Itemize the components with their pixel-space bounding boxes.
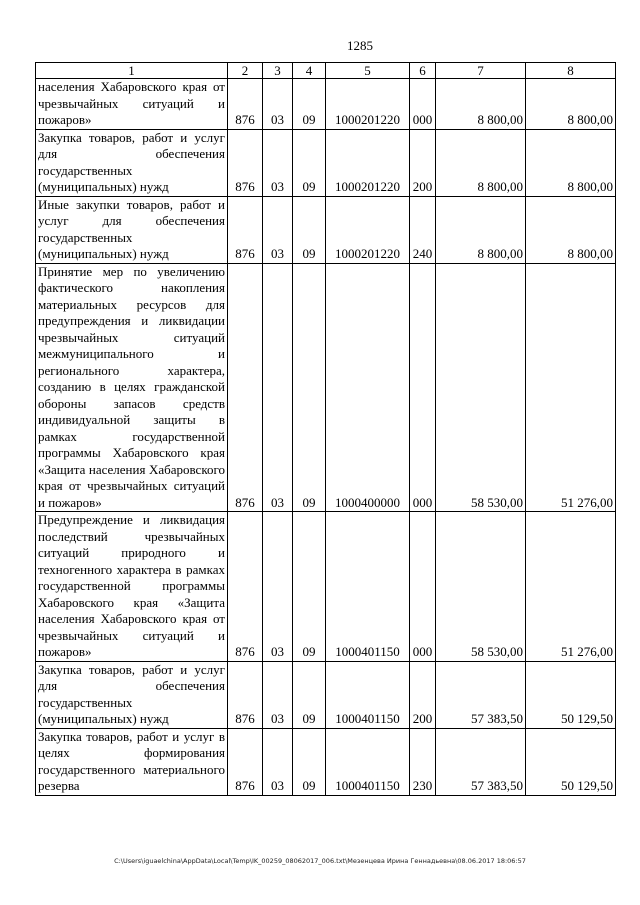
subsection-code: 09 xyxy=(293,196,326,263)
expense-type-code: 240 xyxy=(410,196,436,263)
section-code: 03 xyxy=(263,196,293,263)
ministry-code: 876 xyxy=(228,129,263,196)
section-code: 03 xyxy=(263,79,293,130)
file-path-footer: C:\Users\iguaelchina\AppData\Local\Temp\IK_00259_08062017_006.txt\Мезенцева Ирина Геннадьевна\08.06.2017 18:06:57 xyxy=(114,857,526,865)
target-article-code: 1000401150 xyxy=(326,661,410,728)
subsection-code: 09 xyxy=(293,79,326,130)
budget-table xyxy=(35,62,616,796)
table-row xyxy=(36,263,616,512)
column-header: 3 xyxy=(263,63,293,79)
target-article-code: 1000401150 xyxy=(326,728,410,795)
ministry-code: 876 xyxy=(228,79,263,130)
expense-type-code: 000 xyxy=(410,263,436,512)
subsection-code: 09 xyxy=(293,661,326,728)
table-row xyxy=(36,129,616,196)
ministry-code: 876 xyxy=(228,512,263,662)
expense-type-code: 000 xyxy=(410,512,436,662)
ministry-code: 876 xyxy=(228,263,263,512)
amount-year-2: 51 276,00 xyxy=(526,263,616,512)
amount-year-2: 8 800,00 xyxy=(526,129,616,196)
column-header: 2 xyxy=(228,63,263,79)
amount-year-2: 8 800,00 xyxy=(526,79,616,130)
ministry-code: 876 xyxy=(228,728,263,795)
item-name: Принятие мер по увеличению фактического накопления материальных ресурсов для предупреждения и ликвидации чрезвычайных ситуаций межмуниципального и регионального характера, созданию в целях гражданской обороны запасов средств индивидуальной защиты в рамках государственной программы Хабаровского края «Защита населения Хабаровского края от чрезвычайных ситуаций и пожаров» xyxy=(36,263,228,512)
section-code: 03 xyxy=(263,728,293,795)
table-row xyxy=(36,196,616,263)
column-header: 1 xyxy=(36,63,228,79)
item-name: Закупка товаров, работ и услуг в целях формирования государственного материального резерва xyxy=(36,728,228,795)
item-name: населения Хабаровского края от чрезвычайных ситуаций и пожаров» xyxy=(36,79,228,130)
target-article-code: 1000401150 xyxy=(326,512,410,662)
amount-year-2: 50 129,50 xyxy=(526,661,616,728)
expense-type-code: 230 xyxy=(410,728,436,795)
subsection-code: 09 xyxy=(293,129,326,196)
item-name: Закупка товаров, работ и услуг для обеспечения государственных (муниципальных) нужд xyxy=(36,661,228,728)
column-header: 7 xyxy=(436,63,526,79)
subsection-code: 09 xyxy=(293,728,326,795)
item-name: Иные закупки товаров, работ и услуг для обеспечения государственных (муниципальных) нужд xyxy=(36,196,228,263)
table-row xyxy=(36,661,616,728)
expense-type-code: 000 xyxy=(410,79,436,130)
amount-year-1: 57 383,50 xyxy=(436,661,526,728)
item-name: Закупка товаров, работ и услуг для обеспечения государственных (муниципальных) нужд xyxy=(36,129,228,196)
section-code: 03 xyxy=(263,661,293,728)
amount-year-2: 51 276,00 xyxy=(526,512,616,662)
column-header: 4 xyxy=(293,63,326,79)
ministry-code: 876 xyxy=(228,196,263,263)
subsection-code: 09 xyxy=(293,512,326,662)
expense-type-code: 200 xyxy=(410,661,436,728)
table-row xyxy=(36,728,616,795)
section-code: 03 xyxy=(263,512,293,662)
column-header: 6 xyxy=(410,63,436,79)
table-row xyxy=(36,79,616,130)
expense-type-code: 200 xyxy=(410,129,436,196)
ministry-code: 876 xyxy=(228,661,263,728)
target-article-code: 1000400000 xyxy=(326,263,410,512)
amount-year-1: 8 800,00 xyxy=(436,79,526,130)
table-row xyxy=(36,512,616,662)
section-code: 03 xyxy=(263,263,293,512)
target-article-code: 1000201220 xyxy=(326,129,410,196)
column-header: 8 xyxy=(526,63,616,79)
section-code: 03 xyxy=(263,129,293,196)
amount-year-2: 8 800,00 xyxy=(526,196,616,263)
column-header: 5 xyxy=(326,63,410,79)
amount-year-1: 8 800,00 xyxy=(436,129,526,196)
table-header-row xyxy=(36,63,616,79)
page-number: 1285 xyxy=(347,38,373,53)
amount-year-1: 8 800,00 xyxy=(436,196,526,263)
amount-year-2: 50 129,50 xyxy=(526,728,616,795)
item-name: Предупреждение и ликвидация последствий чрезвычайных ситуаций природного и техногенного характера в рамках государственной программы Хабаровского края «Защита населения Хабаровского края от чрезвычайных ситуаций и пожаров» xyxy=(36,512,228,662)
target-article-code: 1000201220 xyxy=(326,196,410,263)
target-article-code: 1000201220 xyxy=(326,79,410,130)
subsection-code: 09 xyxy=(293,263,326,512)
amount-year-1: 58 530,00 xyxy=(436,512,526,662)
amount-year-1: 58 530,00 xyxy=(436,263,526,512)
amount-year-1: 57 383,50 xyxy=(436,728,526,795)
